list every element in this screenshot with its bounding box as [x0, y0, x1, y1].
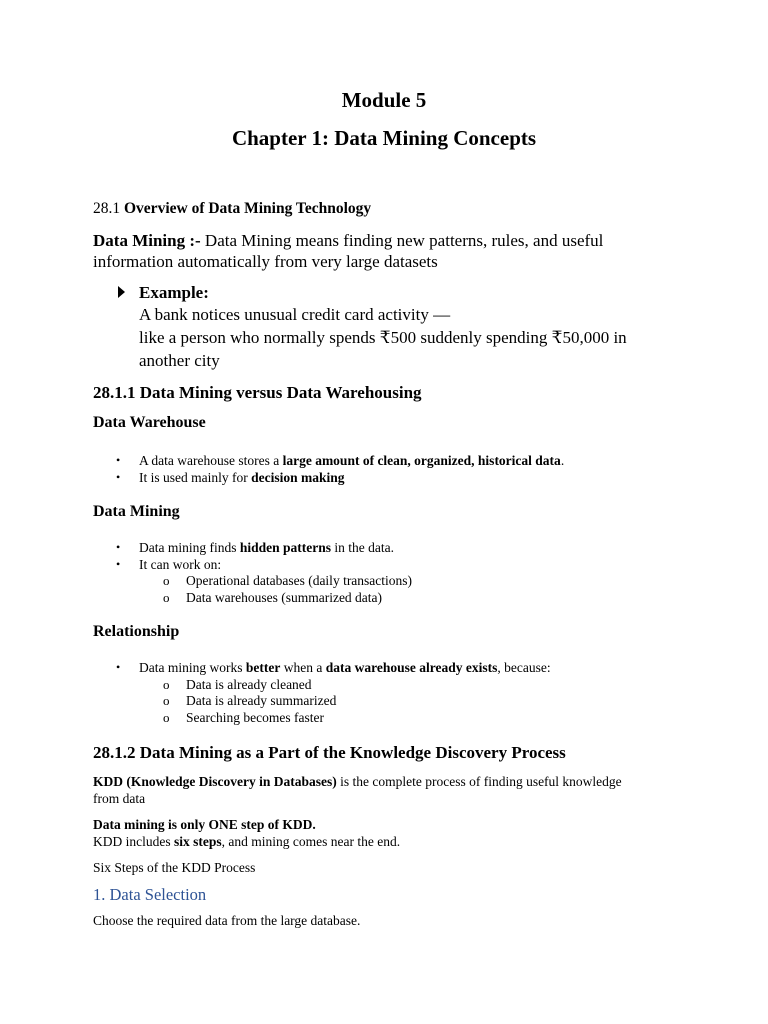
definition-term: Data Mining [93, 231, 186, 250]
list-item [139, 452, 564, 469]
circle-bullet-icon: o [163, 710, 170, 725]
bullet-icon: • [116, 470, 121, 484]
sub-list-item: Operational databases (daily transactions) [186, 573, 413, 588]
subheading-relationship: Relationship [93, 623, 180, 640]
section-title: Overview of Data Mining Technology [124, 200, 372, 217]
circle-bullet-icon: o [163, 677, 170, 692]
bullet-icon: • [116, 453, 121, 467]
list-item-text: A data warehouse stores a [139, 453, 283, 468]
circle-bullet-icon: o [163, 573, 170, 588]
sub-list-item: Data is already summarized [186, 693, 337, 708]
arrow-bullet-icon [118, 286, 125, 298]
kdd-definition-line-2: from data [93, 791, 146, 806]
kdd-text: , and mining comes near the end. [221, 834, 401, 849]
example-line-3: another city [139, 351, 220, 370]
sub-list-item: Data is already cleaned [186, 677, 312, 692]
list-item-bold: large amount of clean, organized, historical data [282, 453, 561, 468]
example-label: Example: [139, 283, 209, 302]
step-1-heading: 1. Data Selection [93, 885, 207, 904]
kdd-definition-text: is the complete process of finding useful knowledge [336, 774, 622, 789]
bullet-icon: • [116, 540, 121, 554]
bullet-icon: • [116, 660, 121, 674]
chapter-title: Chapter 1: Data Mining Concepts [231, 126, 537, 150]
kdd-bold: six steps [174, 834, 222, 849]
kdd-six-steps-line [93, 833, 400, 850]
kdd-text: KDD includes [93, 834, 174, 849]
section-number: 28.1 [93, 200, 121, 217]
example-line-1: A bank notices unusual credit card activity — [139, 305, 451, 324]
circle-bullet-icon: o [163, 590, 170, 605]
list-item-bold: decision making [251, 470, 345, 485]
subheading-data-warehouse: Data Warehouse [93, 414, 206, 431]
section-heading-28-1 [93, 198, 371, 219]
list-item [139, 659, 551, 676]
list-item-text: , because: [497, 660, 551, 675]
definition-line-1 [93, 229, 603, 252]
sub-list-item: Data warehouses (summarized data) [186, 590, 383, 605]
list-item-text: Data mining finds [139, 540, 240, 555]
example-line-2: like a person who normally spends ₹500 suddenly spending ₹50,000 in [139, 328, 627, 347]
kdd-one-step: Data mining is only ONE step of KDD. [93, 817, 316, 832]
bullet-icon: • [116, 557, 121, 571]
kdd-steps-title: Six Steps of the KDD Process [93, 860, 256, 875]
step-1-text: Choose the required data from the large database. [93, 913, 361, 928]
list-item-bold: data warehouse already exists [325, 660, 498, 675]
list-item [139, 469, 345, 486]
sub-list-item: Searching becomes faster [186, 710, 324, 725]
section-heading-28-1-2: 28.1.2 Data Mining as a Part of the Knowledge Discovery Process [93, 743, 566, 762]
section-heading-28-1-1: 28.1.1 Data Mining versus Data Warehousing [93, 383, 422, 402]
list-item-bold: hidden patterns [239, 540, 332, 555]
list-item-text: It is used mainly for [139, 470, 252, 485]
list-item-text: when a [280, 660, 326, 675]
list-item-bold: better [245, 660, 281, 675]
kdd-term: KDD (Knowledge Discovery in Databases) [93, 774, 337, 789]
kdd-definition-line-1 [93, 773, 622, 790]
list-item-text: in the data. [331, 540, 395, 555]
circle-bullet-icon: o [163, 693, 170, 708]
list-item-text: Data mining works [139, 660, 246, 675]
definition-line-2: information automatically from very large datasets [93, 252, 438, 271]
subheading-data-mining: Data Mining [93, 503, 180, 520]
list-item [139, 539, 394, 556]
definition-text: Data Mining means finding new patterns, rules, and useful [200, 231, 604, 250]
definition-separator: :- [185, 231, 201, 250]
list-item-text: . [560, 453, 565, 468]
module-title: Module 5 [341, 88, 427, 112]
list-item: It can work on: [139, 557, 222, 572]
